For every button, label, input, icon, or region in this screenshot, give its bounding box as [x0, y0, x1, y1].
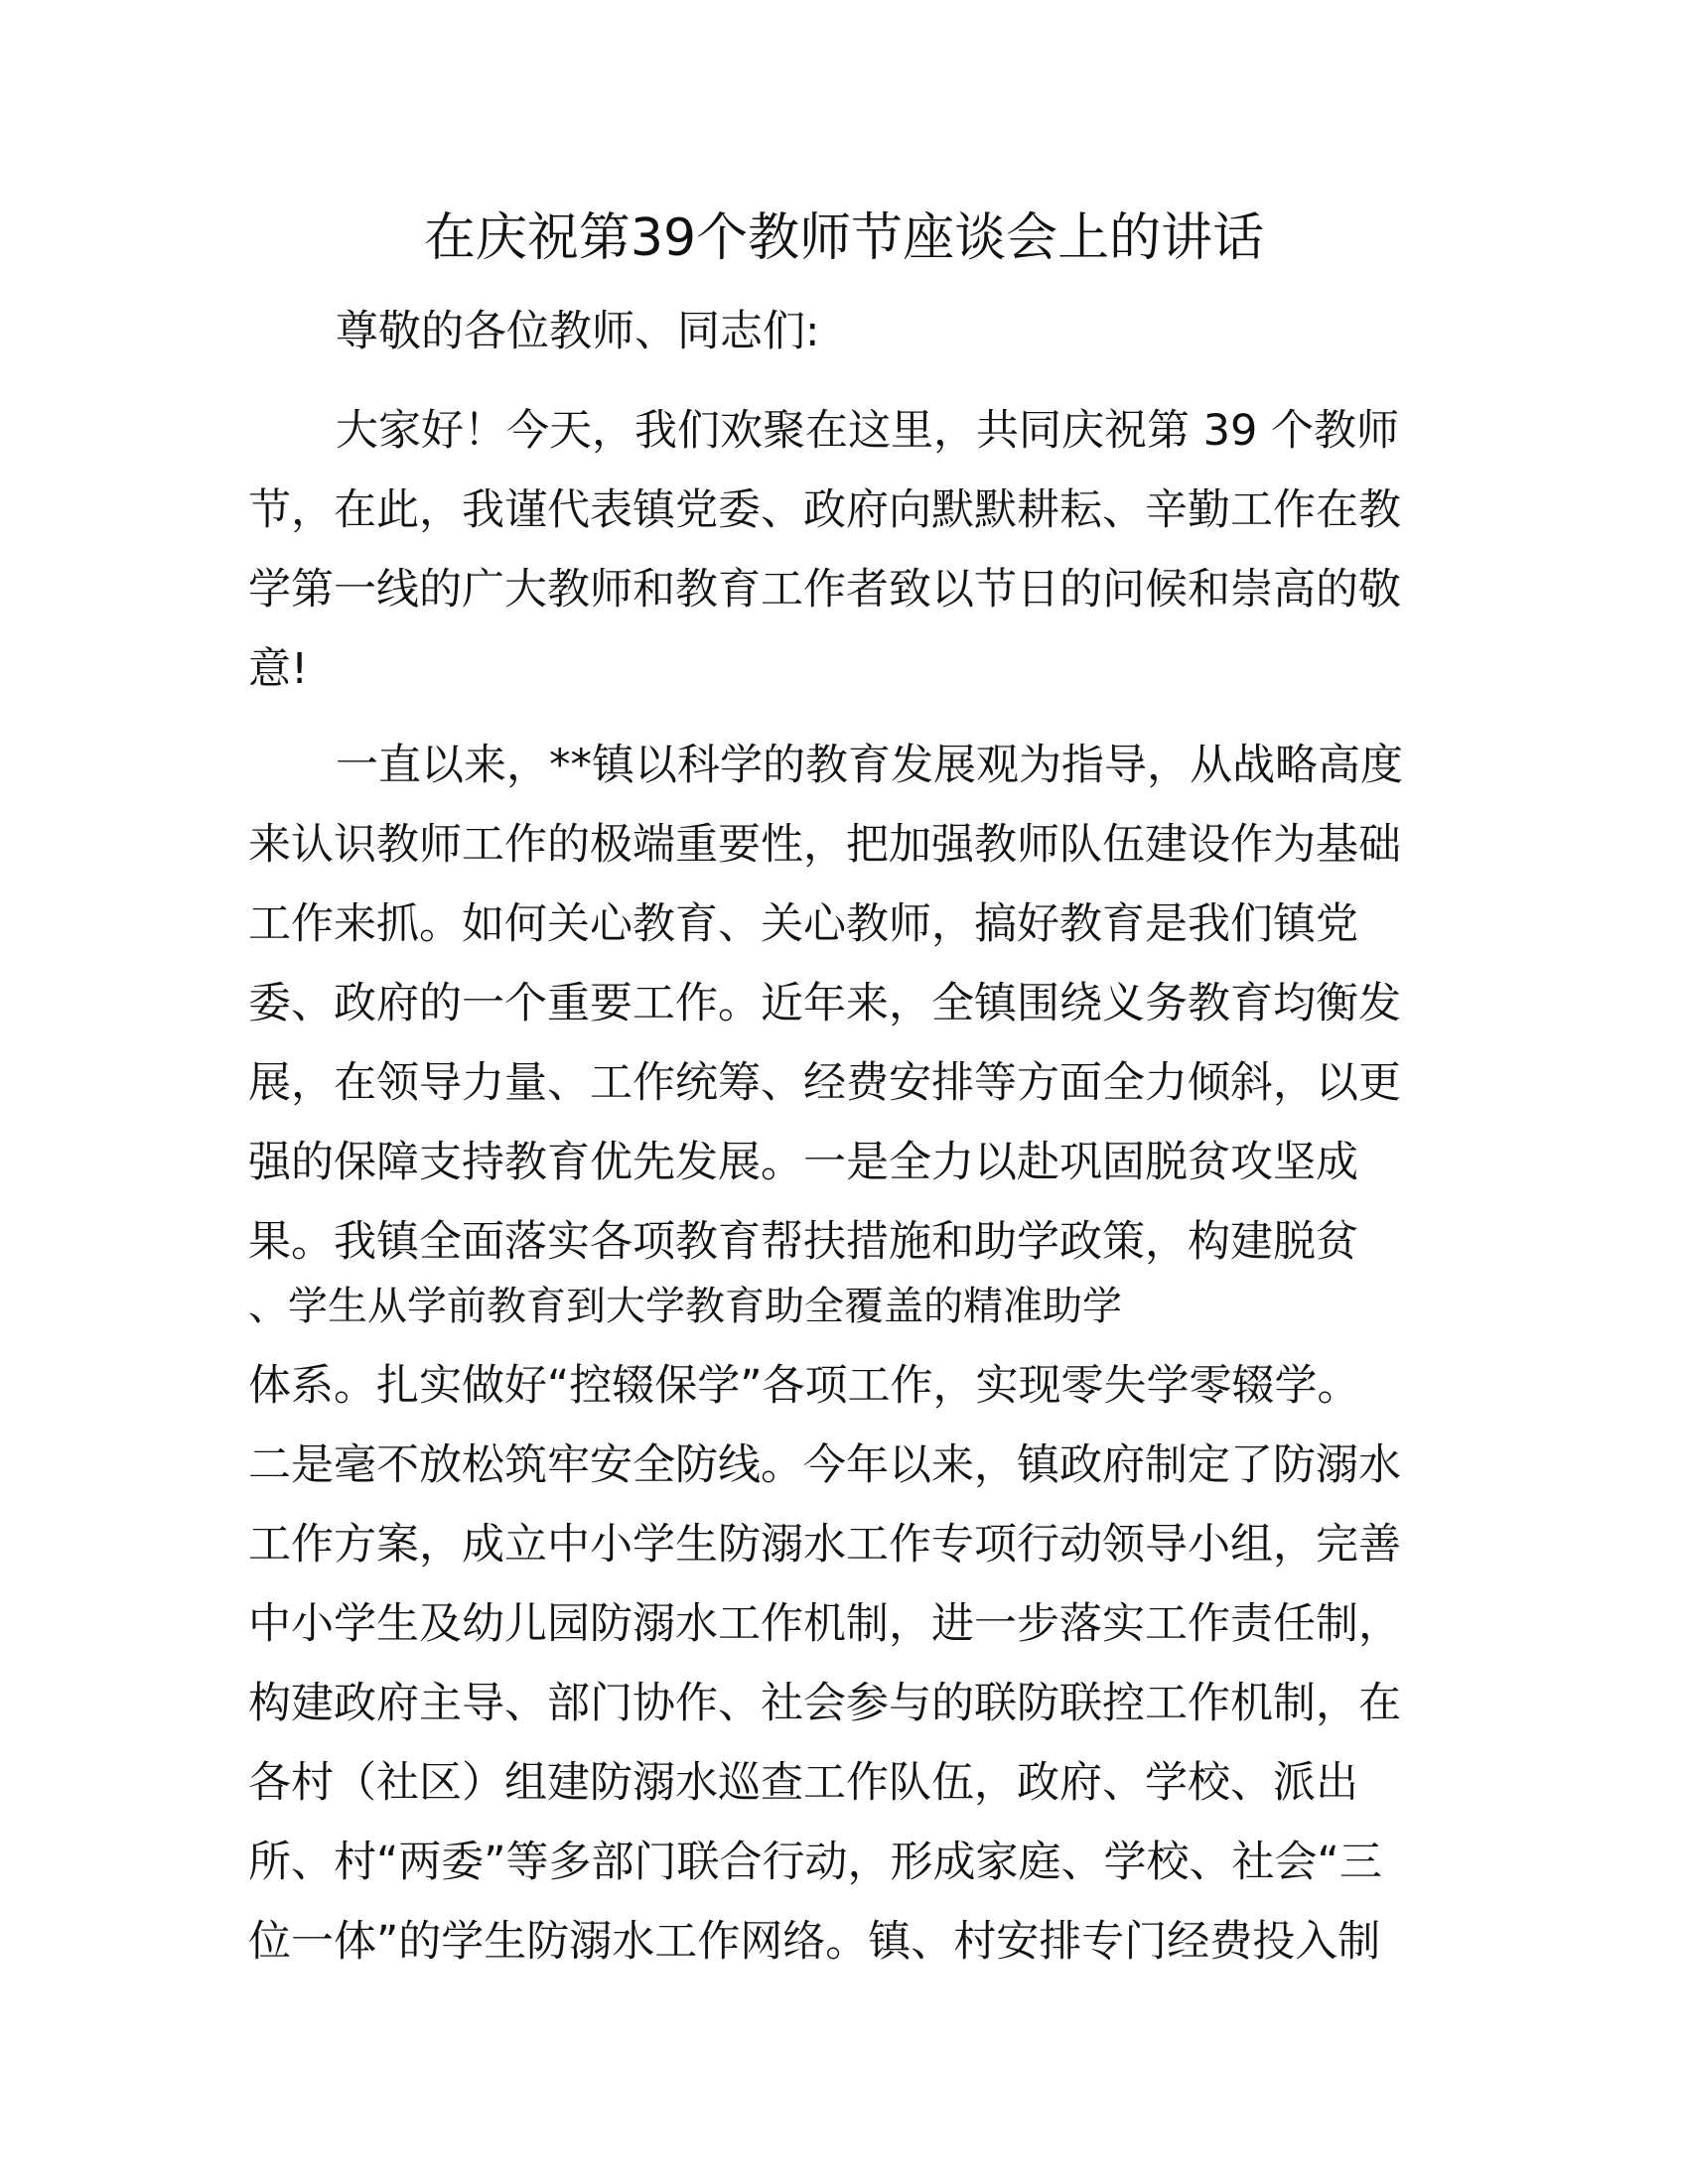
text-line: 一直以来，**镇以科学的教育发展观为指导，从战略高度	[336, 741, 1403, 790]
text-line: 工作方案，成立中小学生防溺水工作专项行动领导小组，完善	[248, 1520, 1401, 1570]
text-line: 节，在此，我谨代表镇党委、政府向默默耕耘、辛勤工作在教	[248, 485, 1401, 535]
text-line: 构建政府主导、部门协作、社会参与的联防联控工作机制，在	[248, 1679, 1401, 1728]
text-line: 果。我镇全面落实各项教育帮扶措施和助学政策，构建脱贫	[248, 1217, 1358, 1267]
text-line: 工作来抓。如何关心教育、关心教师，搞好教育是我们镇党	[248, 899, 1358, 949]
text-line: 委、政府的一个重要工作。近年来，全镇围绕义务教育均衡发	[248, 979, 1401, 1028]
text-line: 大家好！今天，我们欢聚在这里，共同庆祝第 39 个教师	[336, 406, 1400, 456]
text-line: 、学生从学前教育到大学教育助全覆盖的精准助学	[248, 1284, 1122, 1329]
salutation: 尊敬的各位教师、同志们:	[336, 307, 820, 356]
text-line: 中小学生及幼儿园防溺水工作机制，进一步落实工作责任制，	[248, 1599, 1401, 1649]
text-line: 体系。扎实做好“控辍保学”各项工作，实现零失学零辍学。	[248, 1361, 1360, 1411]
text-line: 位一体”的学生防溺水工作网络。镇、村安排专门经费投入制	[248, 1917, 1381, 1967]
text-line: 二是毫不放松筑牢安全防线。今年以来，镇政府制定了防溺水	[248, 1440, 1401, 1490]
text-line: 来认识教师工作的极端重要性，把加强教师队伍建设作为基础	[248, 820, 1401, 870]
document-title: 在庆祝第39个教师节座谈会上的讲话	[423, 208, 1265, 268]
text-line: 学第一线的广大教师和教育工作者致以节日的问候和崇高的敬	[248, 565, 1401, 614]
text-line: 意!	[248, 644, 309, 694]
text-line: 展，在领导力量、工作统筹、经费安排等方面全力倾斜，以更	[248, 1058, 1401, 1108]
text-line: 各村（社区）组建防溺水巡查工作队伍，政府、学校、派出	[248, 1758, 1358, 1808]
text-line: 所、村“两委”等多部门联合行动，形成家庭、学校、社会“三	[248, 1838, 1382, 1887]
text-line: 强的保障支持教育优先发展。一是全力以赴巩固脱贫攻坚成	[248, 1138, 1358, 1187]
